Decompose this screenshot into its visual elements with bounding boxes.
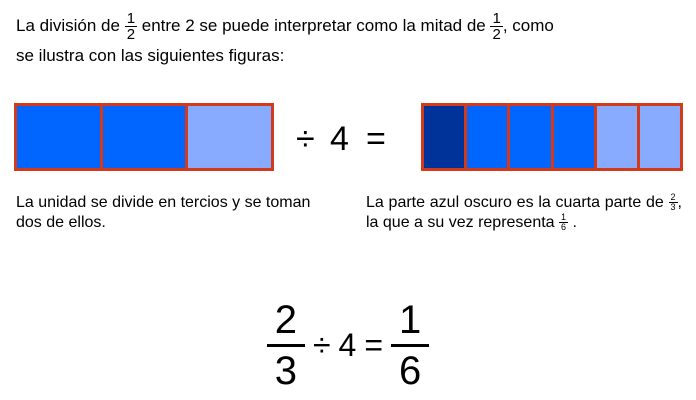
fraction-denominator: 6 (561, 222, 567, 233)
fraction-numerator: 1 (391, 300, 429, 347)
bar-cell-dark (424, 106, 464, 168)
sixths-bar (421, 103, 683, 171)
caption-left: La unidad se divide en tercios y se toman dos de ellos. (16, 194, 311, 231)
fraction-numerator: 1 (126, 10, 136, 28)
caption-right-part-3: . (572, 214, 577, 231)
equation-divide-symbol: ÷ (312, 327, 331, 363)
fraction-denominator: 2 (492, 26, 501, 44)
bar-cell-shaded (467, 106, 507, 168)
caption-right-part-2: , la que a su vez representa (366, 194, 682, 231)
fraction-denominator: 3 (274, 348, 297, 393)
bar-cell-light (597, 106, 637, 168)
equation-fraction-one-sixth (391, 297, 429, 393)
caption-right (366, 193, 682, 233)
intro-part-1: La división de (16, 16, 125, 35)
intro-part-2: entre 2 se puede interpretar como la mitad de (137, 16, 491, 35)
bar-cell-shaded (17, 106, 100, 168)
caption-right-part-1: La parte azul oscuro es la cuarta parte de (366, 194, 669, 211)
equation-equals-symbol: = (364, 327, 384, 363)
equation (0, 297, 696, 393)
bar-cell-shaded (554, 106, 594, 168)
bar-cell-shaded (510, 106, 550, 168)
equation-divisor: 4 (338, 327, 357, 363)
fraction-denominator: 2 (126, 26, 136, 44)
intro-line-2: se ilustra con las siguientes figuras: (16, 46, 285, 65)
caption-fraction-one-sixth (559, 213, 568, 232)
fraction-numerator: 1 (492, 10, 501, 28)
fraction-denominator: 6 (399, 348, 422, 393)
divisor: 4 (330, 120, 349, 158)
fraction-numerator: 2 (670, 192, 676, 203)
fraction-numerator: 1 (561, 212, 567, 223)
equals-symbol: = (366, 120, 386, 158)
divide-symbol: ÷ (296, 120, 315, 158)
fraction-numerator: 2 (267, 300, 305, 347)
intro-line-1 (16, 6, 554, 46)
bar-cell-shaded (103, 106, 186, 168)
bar-cell-light (640, 106, 680, 168)
intro-part-3: , como (502, 16, 554, 35)
intro-fraction-1 (125, 11, 137, 42)
caption-fraction-two-thirds (669, 193, 678, 212)
bar-cell-light (188, 106, 271, 168)
fraction-denominator: 3 (670, 202, 676, 213)
thirds-bar (14, 103, 274, 171)
intro-fraction-2 (490, 11, 502, 42)
equation-fraction-two-thirds (267, 297, 305, 393)
